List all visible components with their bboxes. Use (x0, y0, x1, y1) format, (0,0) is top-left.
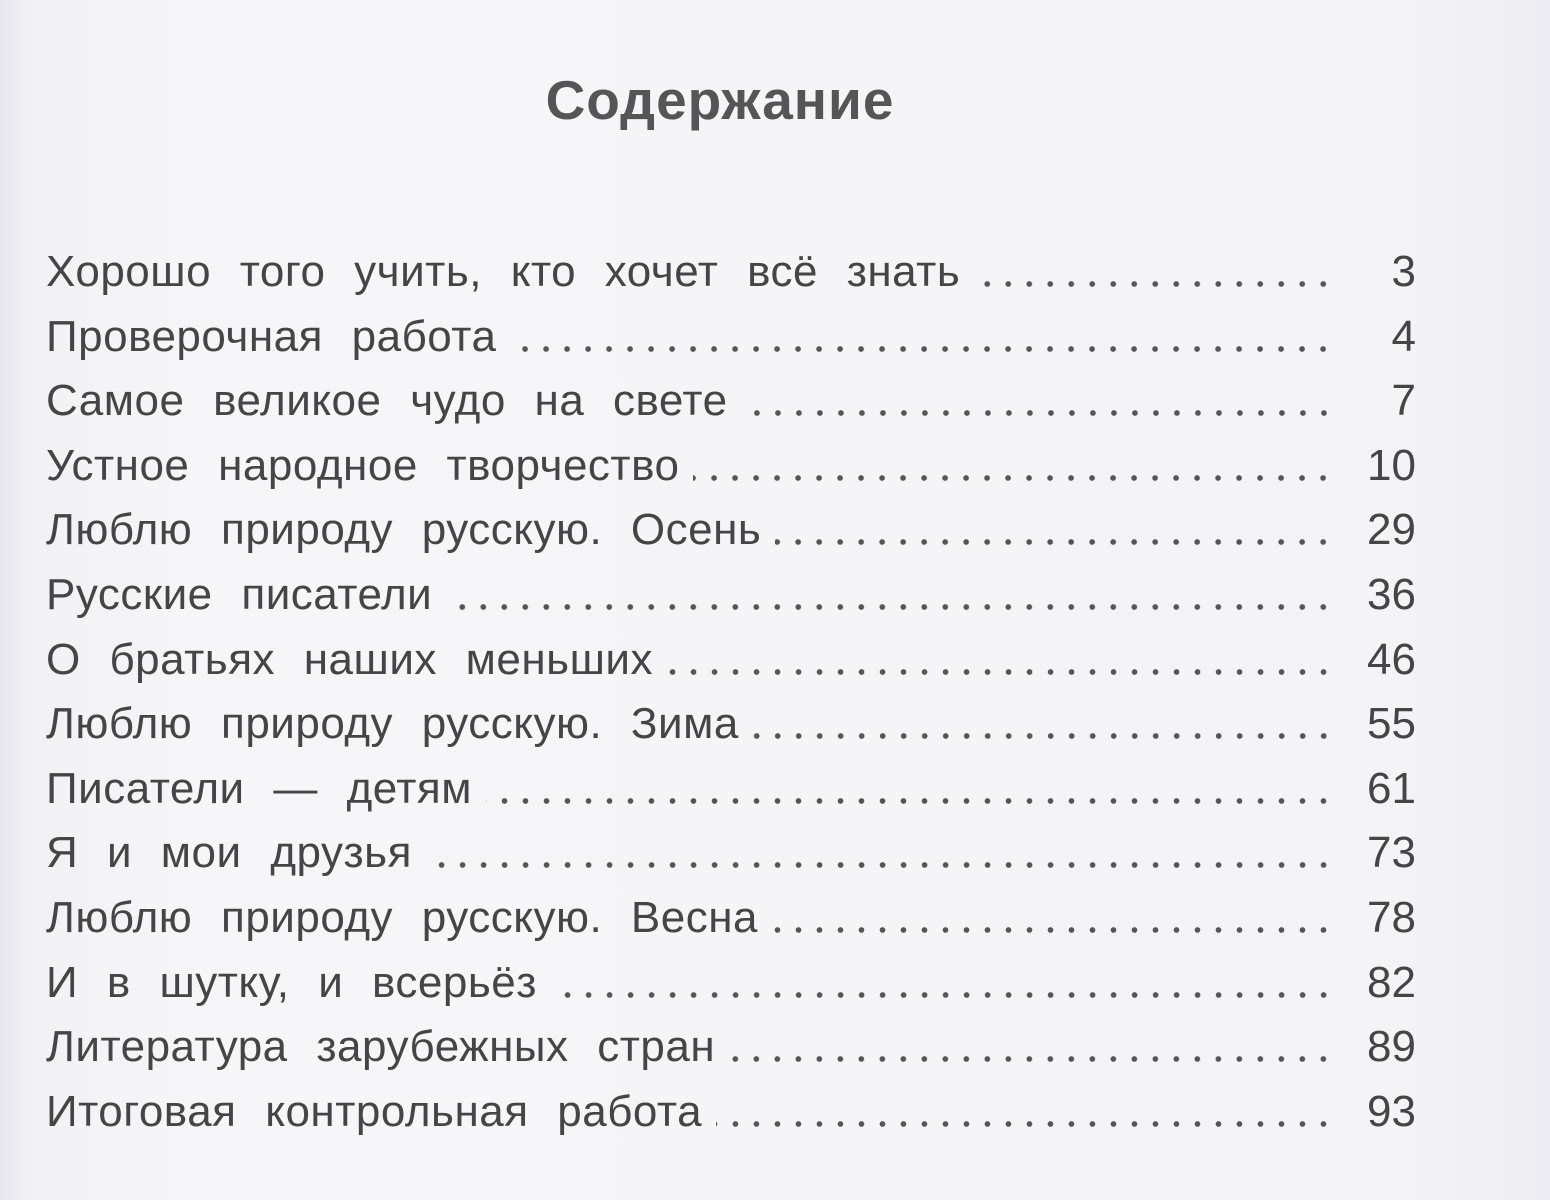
toc-entry-title: Самое великое чудо на свете (46, 376, 728, 426)
toc-entry (46, 886, 1416, 951)
toc-entry (46, 498, 1416, 563)
toc-entry-title: Писатели — детям (46, 763, 472, 813)
dot-leader (446, 567, 1334, 611)
page-title: Содержание (545, 69, 895, 131)
toc-entry (46, 692, 1416, 757)
dot-leader (551, 955, 1334, 999)
toc-entry-title: Итоговая контрольная работа (46, 1086, 703, 1136)
toc-entry (46, 369, 1416, 434)
toc-entry (46, 434, 1416, 499)
toc-entry-title: Проверочная работа (46, 311, 497, 361)
toc-entry-page: 4 (1391, 311, 1416, 361)
toc-entry-page: 3 (1391, 247, 1416, 296)
dot-leader (772, 890, 1334, 934)
toc-entry-title: Русские писатели (46, 569, 433, 619)
dot-leader (667, 632, 1334, 676)
dot-leader (426, 825, 1334, 869)
toc-entry-page: 93 (1367, 1086, 1416, 1136)
toc-entry-page: 78 (1367, 892, 1416, 942)
toc-entry (46, 1080, 1416, 1145)
toc-entry-title: Устное народное творчество (46, 440, 680, 490)
dot-leader (729, 1019, 1334, 1063)
toc-entry-page: 82 (1367, 957, 1416, 1007)
dot-leader (716, 1084, 1334, 1128)
toc-entry-title: И в шутку, и всерьёз (46, 957, 537, 1007)
dot-leader (693, 438, 1334, 482)
dot-leader (742, 373, 1334, 417)
toc-entry-page: 46 (1367, 634, 1416, 684)
toc-entry (46, 1015, 1416, 1080)
toc-entry-title: Люблю природу русскую. Осень (46, 505, 762, 555)
toc-entry-page: 89 (1367, 1022, 1416, 1072)
table-of-contents (46, 240, 1416, 1144)
toc-entry-title: Хорошо того учить, кто хочет всё знать (46, 247, 961, 296)
toc-entry-page: 10 (1367, 440, 1416, 490)
toc-entry (46, 305, 1416, 370)
dot-leader (974, 244, 1334, 288)
dot-leader (753, 696, 1334, 740)
toc-entry (46, 951, 1416, 1016)
toc-entry-page: 36 (1367, 569, 1416, 619)
dot-leader (486, 761, 1334, 805)
toc-entry (46, 240, 1416, 305)
toc-entry-page: 7 (1391, 376, 1416, 426)
toc-entry (46, 563, 1416, 628)
toc-entry (46, 757, 1416, 822)
toc-entry-page: 55 (1367, 699, 1416, 749)
toc-entry-title: О братьях наших меньших (46, 634, 653, 684)
toc-entry-page: 29 (1367, 505, 1416, 555)
toc-entry (46, 821, 1416, 886)
toc-entry (46, 628, 1416, 693)
dot-leader (775, 502, 1334, 546)
toc-entry-title: Я и мои друзья (46, 828, 412, 878)
toc-entry-title: Литература зарубежных стран (46, 1022, 716, 1072)
toc-entry-title: Люблю природу русскую. Зима (46, 699, 739, 749)
toc-entry-title: Люблю природу русскую. Весна (46, 892, 759, 942)
toc-entry-page: 73 (1367, 828, 1416, 878)
toc-entry-page: 61 (1367, 763, 1416, 813)
dot-leader (510, 309, 1334, 353)
